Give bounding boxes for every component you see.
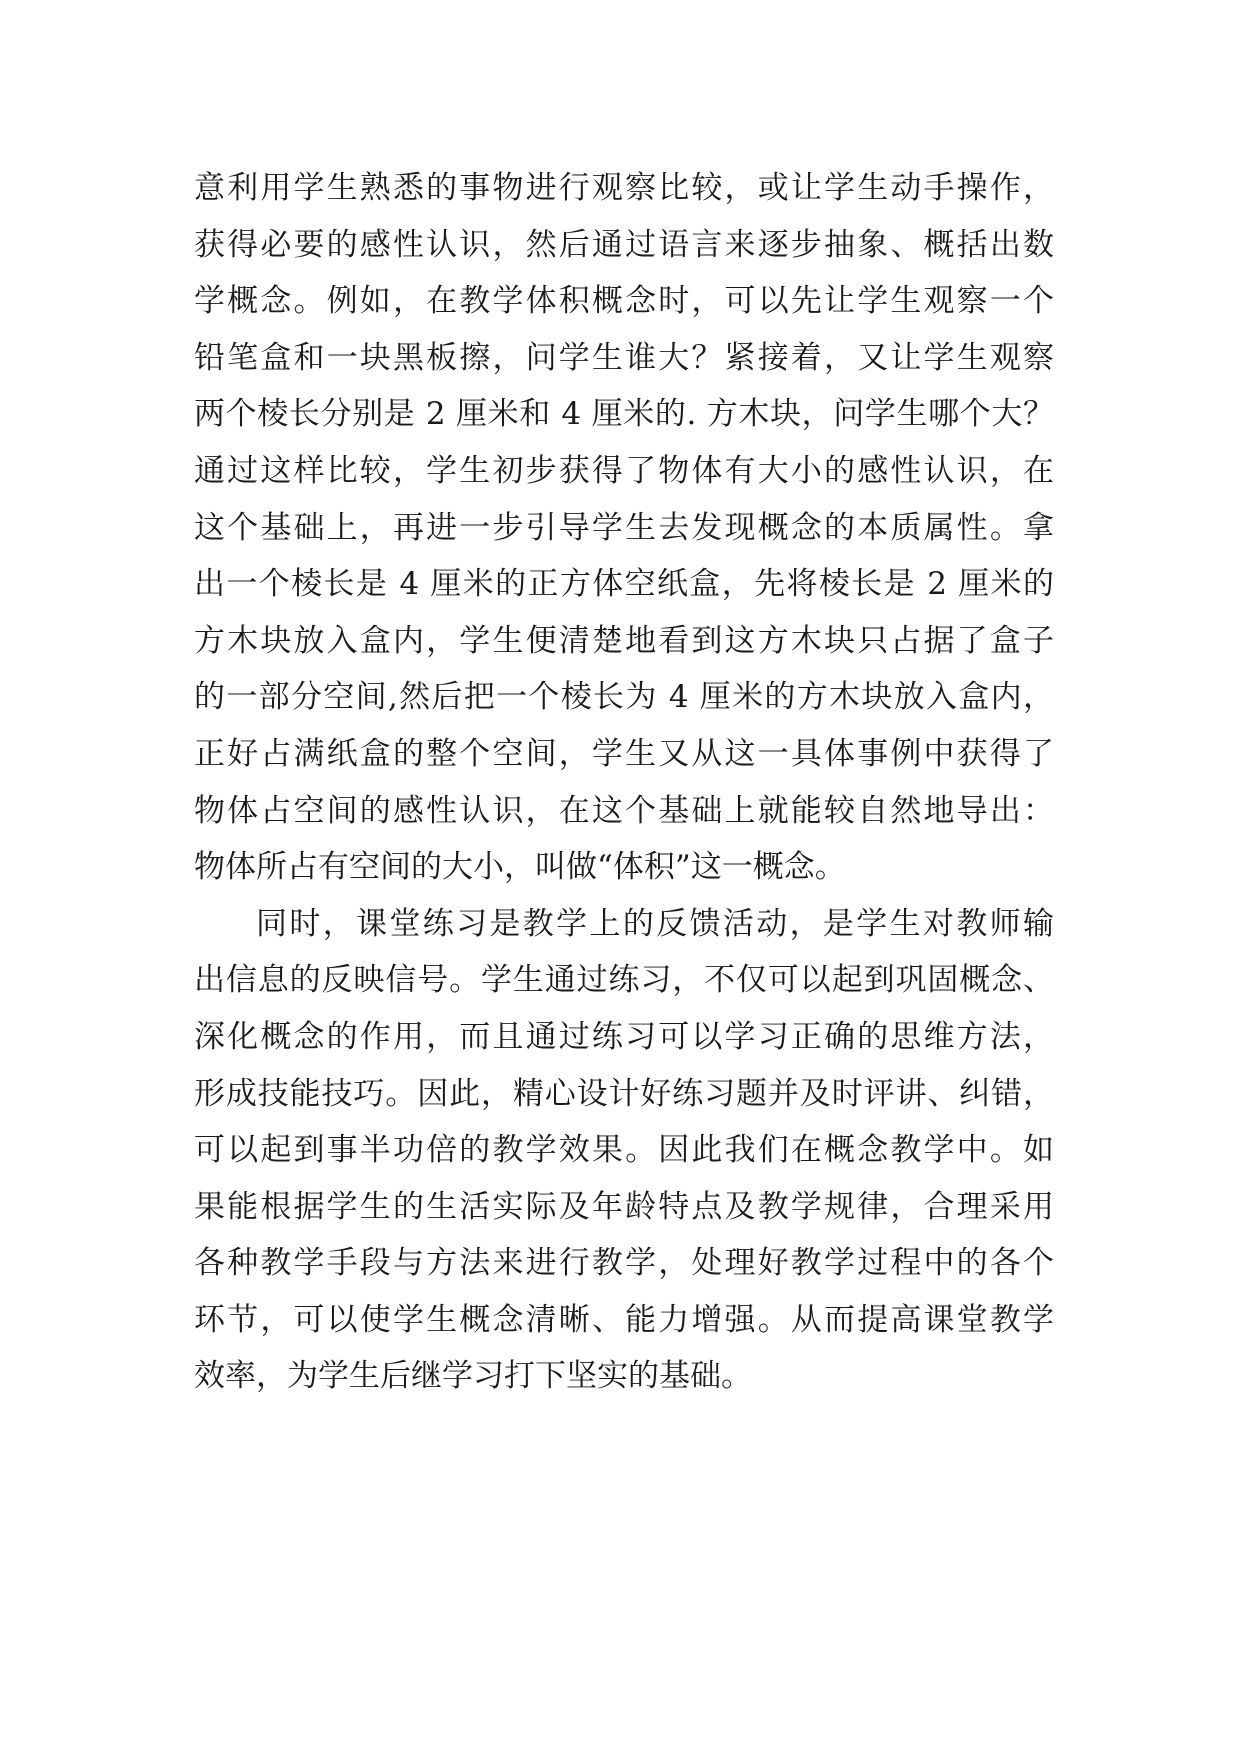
text-line: 出信息的反映信号。学生通过练习，不仅可以起到巩固概念、 — [194, 962, 1054, 999]
text-line: 方木块放入盒内，学生便清楚地看到这方木块只占据了盒子 — [194, 622, 1054, 659]
text-line: 可以起到事半功倍的教学效果。因此我们在概念教学中。如 — [194, 1132, 1054, 1169]
text-line: 各种教学手段与方法来进行教学，处理好教学过程中的各个 — [194, 1245, 1054, 1282]
paragraph-first-line: 同时，课堂练习是教学上的反馈活动，是学生对教师输 — [256, 905, 1054, 942]
text-line: 形成技能技巧。因此，精心设计好练习题并及时评讲、纠错， — [194, 1075, 1054, 1112]
text-line: 出一个棱长是 4 厘米的正方体空纸盒，先将棱长是 2 厘米的 — [194, 566, 1054, 603]
text-line: 铅笔盒和一块黑板擦，问学生谁大？紧接着，又让学生观察 — [194, 339, 1054, 376]
text-line: 物体占空间的感性认识，在这个基础上就能较自然地导出： — [194, 792, 1054, 829]
text-line: 获得必要的感性认识，然后通过语言来逐步抽象、概括出数 — [194, 226, 1054, 263]
text-line: 这个基础上，再进一步引导学生去发现概念的本质属性。拿 — [194, 509, 1054, 546]
text-line: 的一部分空间,然后把一个棱长为 4 厘米的方木块放入盒内， — [194, 679, 1054, 716]
text-line: 意利用学生熟悉的事物进行观察比较，或让学生动手操作， — [194, 170, 1054, 206]
text-line: 正好占满纸盒的整个空间，学生又从这一具体事例中获得了 — [194, 735, 1054, 772]
document-body — [194, 160, 1054, 1405]
text-line: 物体所占有空间的大小，叫做“体积”这一概念。 — [194, 849, 846, 886]
text-line: 果能根据学生的生活实际及年龄特点及教学规律，合理采用 — [194, 1188, 1054, 1225]
text-line: 两个棱长分别是 2 厘米和 4 厘米的. 方木块，问学生哪个大？ — [194, 396, 1054, 433]
text-line: 深化概念的作用，而且通过练习可以学习正确的思维方法， — [194, 1018, 1054, 1055]
text-line: 通过这样比较，学生初步获得了物体有大小的感性认识，在 — [194, 452, 1054, 489]
text-line: 环节，可以使学生概念清晰、能力增强。从而提高课堂教学 — [194, 1301, 1054, 1338]
text-line: 效率，为学生后继学习打下坚实的基础。 — [194, 1358, 752, 1395]
text-line: 学概念。例如，在教学体积概念时，可以先让学生观察一个 — [194, 283, 1054, 320]
